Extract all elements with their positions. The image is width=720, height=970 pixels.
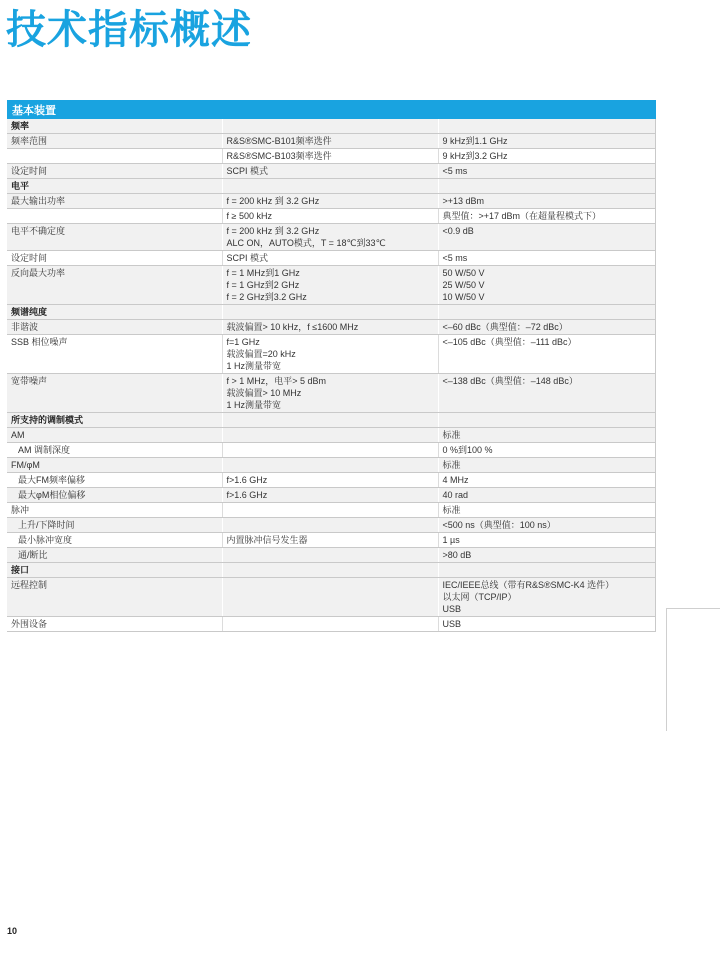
condition-cell	[222, 443, 438, 458]
condition-cell	[222, 251, 438, 266]
param-cell	[7, 209, 222, 224]
cell-line: 25 W/50 V	[442, 280, 485, 290]
param-cell	[7, 578, 222, 617]
condition-cell	[222, 149, 438, 164]
condition-cell	[222, 266, 438, 305]
value-cell	[438, 443, 655, 458]
table-row	[7, 488, 655, 503]
value-cell	[438, 428, 655, 443]
table-row	[7, 458, 655, 473]
condition-cell	[222, 305, 438, 320]
cell-text: 标准	[442, 505, 461, 515]
condition-cell	[222, 617, 438, 632]
cell-text: R&S®SMC-B101频率选件	[226, 136, 332, 146]
cell-text: 反向最大功率	[11, 268, 66, 278]
condition-cell	[222, 548, 438, 563]
cell-line: ALC ON，AUTO模式，T = 18℃到33℃	[226, 238, 386, 248]
value-cell	[438, 209, 655, 224]
table-row	[7, 428, 655, 443]
param-cell	[7, 458, 222, 473]
cell-text: 频谱纯度	[11, 307, 48, 317]
cell-text: 外围设备	[11, 619, 48, 629]
condition-cell	[222, 374, 438, 413]
table-row	[7, 251, 655, 266]
section-row	[7, 563, 655, 578]
table-header-row	[7, 100, 655, 119]
param-cell	[7, 305, 222, 320]
condition-cell	[222, 458, 438, 473]
table-row	[7, 320, 655, 335]
cell-text: 宽带噪声	[11, 376, 48, 386]
cell-text: 最小脉冲宽度	[18, 535, 73, 545]
value-cell	[438, 518, 655, 533]
param-cell	[7, 251, 222, 266]
condition-cell	[222, 473, 438, 488]
cell-text: 接口	[11, 565, 30, 575]
param-cell	[7, 179, 222, 194]
cell-text: <5 ms	[442, 253, 468, 263]
condition-cell	[222, 413, 438, 428]
cell-text: <–60 dBc（典型值：–72 dBc）	[442, 322, 568, 332]
table-row	[7, 443, 655, 458]
param-cell	[7, 443, 222, 458]
param-cell	[7, 335, 222, 374]
cell-line: 10 W/50 V	[442, 292, 485, 302]
cell-text: 设定时间	[11, 253, 48, 263]
value-cell	[438, 266, 655, 305]
cell-text: <–105 dBc（典型值：–111 dBc）	[442, 337, 577, 347]
table-row	[7, 224, 655, 251]
param-cell	[7, 374, 222, 413]
cell-text: f ≥ 500 kHz	[226, 211, 272, 221]
value-cell	[438, 458, 655, 473]
cell-text: 脉冲	[11, 505, 30, 515]
condition-cell	[222, 563, 438, 578]
condition-cell	[222, 488, 438, 503]
cell-line: 1 Hz测量带宽	[226, 361, 282, 371]
cell-text: <5 ms	[442, 166, 468, 176]
cell-text: 9 kHz到3.2 GHz	[442, 151, 508, 161]
cell-text: 1 µs	[442, 535, 460, 545]
cell-text: 电平不确定度	[11, 226, 66, 236]
cell-text: <500 ns（典型值：100 ns）	[442, 520, 556, 530]
param-cell	[7, 164, 222, 179]
cell-line: f = 200 kHz 到 3.2 GHz	[226, 226, 320, 236]
param-cell	[7, 563, 222, 578]
cell-line: 50 W/50 V	[442, 268, 485, 278]
table-row	[7, 548, 655, 563]
table-row	[7, 194, 655, 209]
param-cell	[7, 320, 222, 335]
cell-text: 远程控制	[11, 580, 48, 590]
value-cell	[438, 179, 655, 194]
table-row	[7, 503, 655, 518]
cell-line: f=1 GHz	[226, 337, 260, 347]
param-cell	[7, 548, 222, 563]
cell-line: 载波偏置> 10 MHz	[226, 388, 302, 398]
cell-text: 上升/下降时间	[18, 520, 75, 530]
value-cell	[438, 224, 655, 251]
cell-line: USB	[442, 604, 462, 614]
table-row	[7, 134, 655, 149]
cell-text: >+13 dBm	[442, 196, 485, 206]
cell-line: f = 1 MHz到1 GHz	[226, 268, 300, 278]
cell-text: 9 kHz到1.1 GHz	[442, 136, 508, 146]
value-cell	[438, 119, 655, 134]
table-row	[7, 518, 655, 533]
value-cell	[438, 164, 655, 179]
param-cell	[7, 149, 222, 164]
cell-text: SCPI 模式	[226, 253, 269, 263]
cell-text: >80 dB	[442, 550, 472, 560]
table-row	[7, 374, 655, 413]
cell-text: 非谐波	[11, 322, 39, 332]
cell-text: 40 rad	[442, 490, 469, 500]
table-row	[7, 473, 655, 488]
section-row	[7, 305, 655, 320]
param-cell	[7, 194, 222, 209]
param-cell	[7, 617, 222, 632]
cell-text: R&S®SMC-B103频率选件	[226, 151, 332, 161]
cell-text: 最大FM频率偏移	[18, 475, 85, 485]
condition-cell	[222, 518, 438, 533]
spec-table-body	[7, 119, 655, 632]
param-cell	[7, 119, 222, 134]
value-cell	[438, 251, 655, 266]
cell-line: 以太网（TCP/IP）	[442, 592, 517, 602]
condition-cell	[222, 164, 438, 179]
cell-text: f>1.6 GHz	[226, 490, 268, 500]
condition-cell	[222, 224, 438, 251]
value-cell	[438, 578, 655, 617]
condition-cell	[222, 503, 438, 518]
cell-text: 频率	[11, 121, 30, 131]
value-cell	[438, 488, 655, 503]
table-row	[7, 617, 655, 632]
cell-line: 1 Hz测量带宽	[226, 400, 282, 410]
param-cell	[7, 473, 222, 488]
param-cell	[7, 488, 222, 503]
table-row	[7, 578, 655, 617]
value-cell	[438, 305, 655, 320]
table-row	[7, 533, 655, 548]
cell-line: f = 2 GHz到3.2 GHz	[226, 292, 307, 302]
table-row	[7, 164, 655, 179]
param-cell	[7, 503, 222, 518]
cell-line: f = 1 GHz到2 GHz	[226, 280, 300, 290]
page-title: 技术指标概述	[6, 7, 252, 53]
value-cell	[438, 548, 655, 563]
param-cell	[7, 413, 222, 428]
condition-cell	[222, 134, 438, 149]
value-cell	[438, 473, 655, 488]
section-row	[7, 119, 655, 134]
section-row	[7, 413, 655, 428]
param-cell	[7, 518, 222, 533]
cell-text: <0.9 dB	[442, 226, 474, 236]
cell-text: <–138 dBc（典型值：–148 dBc）	[442, 376, 578, 386]
condition-cell	[222, 533, 438, 548]
cell-text: 0 %到100 %	[442, 445, 493, 455]
value-cell	[438, 134, 655, 149]
section-row	[7, 179, 655, 194]
condition-cell	[222, 209, 438, 224]
value-cell	[438, 533, 655, 548]
value-cell	[438, 503, 655, 518]
condition-cell	[222, 320, 438, 335]
param-cell	[7, 266, 222, 305]
table-row	[7, 209, 655, 224]
value-cell	[438, 563, 655, 578]
value-cell	[438, 194, 655, 209]
cell-text: FM/φM	[11, 460, 40, 470]
cell-text: 最大φM相位偏移	[18, 490, 86, 500]
spec-table	[7, 100, 656, 632]
side-divider	[666, 608, 720, 731]
cell-text: 频率范围	[11, 136, 48, 146]
cell-text: 电平	[11, 181, 30, 191]
cell-text: 设定时间	[11, 166, 48, 176]
cell-text: 最大输出功率	[11, 196, 66, 206]
condition-cell	[222, 179, 438, 194]
table-header: 基本装置	[7, 100, 655, 119]
condition-cell	[222, 428, 438, 443]
table-row	[7, 335, 655, 374]
value-cell	[438, 320, 655, 335]
cell-text: 载波偏置> 10 kHz，f ≤1600 MHz	[226, 322, 359, 332]
value-cell	[438, 374, 655, 413]
table-row	[7, 266, 655, 305]
table-row	[7, 149, 655, 164]
param-cell	[7, 224, 222, 251]
cell-text: 标准	[442, 460, 461, 470]
condition-cell	[222, 578, 438, 617]
value-cell	[438, 413, 655, 428]
cell-text: SCPI 模式	[226, 166, 269, 176]
condition-cell	[222, 335, 438, 374]
value-cell	[438, 149, 655, 164]
condition-cell	[222, 119, 438, 134]
cell-line: f > 1 MHz，电平> 5 dBm	[226, 376, 327, 386]
cell-text: AM	[11, 430, 25, 440]
cell-text: AM 调制深度	[18, 445, 71, 455]
cell-text: 标准	[442, 430, 461, 440]
param-cell	[7, 428, 222, 443]
cell-text: 4 MHz	[442, 475, 469, 485]
cell-text: SSB 相位噪声	[11, 337, 68, 347]
cell-text: f>1.6 GHz	[226, 475, 268, 485]
cell-text: USB	[442, 619, 462, 629]
cell-line: 载波偏置=20 kHz	[226, 349, 296, 359]
page-number: 10	[7, 926, 18, 936]
cell-text: f = 200 kHz 到 3.2 GHz	[226, 196, 320, 206]
cell-text: 内置脉冲信号发生器	[226, 535, 308, 545]
param-cell	[7, 134, 222, 149]
condition-cell	[222, 194, 438, 209]
value-cell	[438, 335, 655, 374]
cell-text: 所支持的调制模式	[11, 415, 84, 425]
cell-text: 通/断比	[18, 550, 48, 560]
cell-line: IEC/IEEE总线（带有R&S®SMC-K4 选件）	[442, 580, 615, 590]
cell-text: 典型值：>+17 dBm（在超量程模式下）	[442, 211, 602, 221]
value-cell	[438, 617, 655, 632]
param-cell	[7, 533, 222, 548]
